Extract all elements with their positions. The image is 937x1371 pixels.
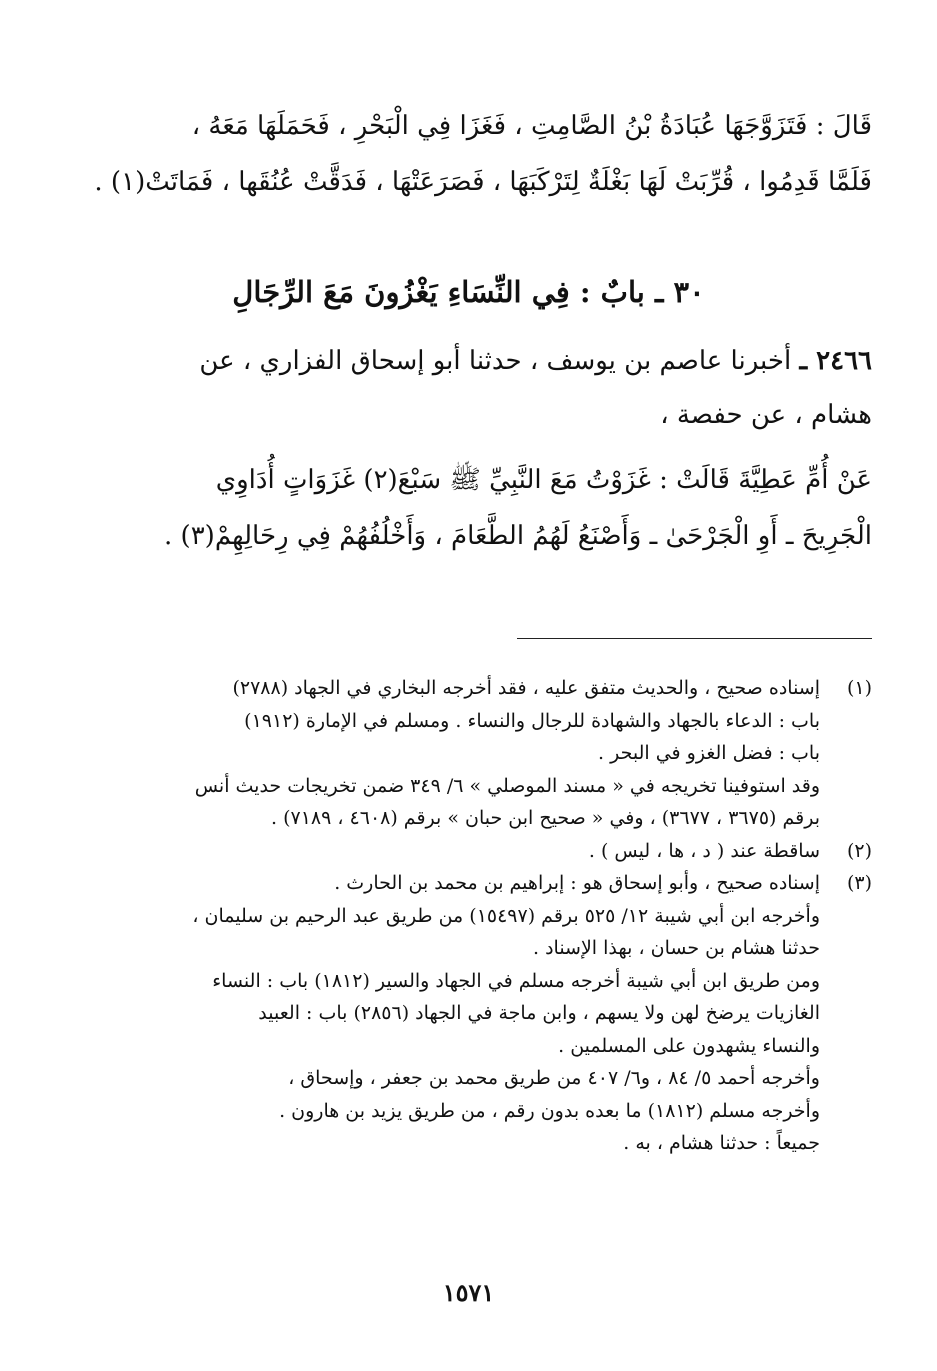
footnote-number: (٣) <box>846 872 872 894</box>
hadith-isnad <box>62 334 872 442</box>
footnote-line: وأخرجه ابن أبي شيبة ١٢/ ٥٢٥ برقم (١٥٤٩٧) من طريق عبد الرحيم بن سليمان ، <box>192 904 820 927</box>
matn-line-1: عَنْ أُمِّ عَطِيَّةَ قَالَتْ : غَزَوْتُ مَعَ النَّبِيِّ ﷺ سَبْعَ(٢) غَزَوَاتٍ أُدَاوِي <box>215 465 872 495</box>
footnotes <box>62 672 872 1160</box>
page-number: ١٥٧١ <box>442 1278 495 1307</box>
footnote-line: برقم (٣٦٧٥ ، ٣٦٧٧) ، وفي « صحيح ابن حبان » برقم (٤٦٠٨ ، ٧١٨٩) . <box>270 807 820 829</box>
footnote-line: حدثنا هشام بن حسان ، بهذا الإسناد . <box>532 937 820 959</box>
footnote-line: وأخرجه مسلم (١٨١٢) ما بعده بدون رقم ، من طريق يزيد بن هارون . <box>279 1099 820 1122</box>
footnote-line: إسناده صحيح ، وأبو إسحاق هو : إبراهيم بن محمد بن الحارث . <box>334 872 820 894</box>
isnad-line-1 <box>62 334 872 388</box>
footnote-line: ساقطة عند ( د ، ها ، ليس ) . <box>588 839 820 862</box>
top-paragraph-line-2: فَلَمَّا قَدِمُوا ، قُرِّبَتْ لَهَا بَغْلَةٌ لِتَرْكَبَهَا ، فَصَرَعَتْهَا ، فَدَقَّتْ عُنُقَها ، فَمَاتَتْ(١) . <box>94 167 872 197</box>
footnote-2 <box>62 835 872 868</box>
matn-line-2: الْجَرِيحَ ـ أَوِ الْجَرْحَىٰ ـ وَأَصْنَعُ لَهُمُ الطَّعَامَ ، وَأَخْلُفُهُمْ فِي رِحَالِهِمْ(٣) . <box>164 521 872 551</box>
chapter-heading: ٣٠ ـ بابٌ : فِي النِّسَاءِ يَغْزُونَ مَعَ الرِّجَالِ <box>232 275 705 309</box>
footnote-3 <box>62 867 872 1160</box>
footnote-line: وأخرجه أحمد ٥/ ٨٤ ، و٦/ ٤٠٧ من طريق محمد بن جعفر ، وإسحاق ، <box>288 1067 820 1089</box>
footnote-line: وقد استوفينا تخريجه في « مسند الموصلي » ٦/ ٣٤٩ ضمن تخريجات حديث أنس <box>194 774 820 797</box>
footnote-line: ومن طريق ابن أبي شيبة أخرجه مسلم في الجهاد والسير (١٨١٢) باب : النساء <box>212 969 820 992</box>
hadith-number: ٢٤٦٦ ـ <box>799 346 872 376</box>
footnote-number: (٢) <box>846 839 872 862</box>
footnote-line: جميعاً : حدثنا هشام ، به . <box>623 1132 820 1154</box>
footnote-line: الغازيات يرضخ لهن ولا يسهم ، وابن ماجة في الجهاد (٢٨٥٦) باب : العبيد <box>258 1002 820 1024</box>
footnote-line: باب : الدعاء بالجهاد والشهادة للرجال والنساء . ومسلم في الإمارة (١٩١٢) <box>244 709 820 732</box>
isnad-line-2: هشام ، عن حفصة ، <box>660 400 872 430</box>
footnote-1 <box>62 672 872 835</box>
footnote-line: إسناده صحيح ، والحديث متفق عليه ، فقد أخرجه البخاري في الجهاد (٢٧٨٨) <box>232 677 820 699</box>
top-paragraph-line-1: قَالَ : فَتَزَوَّجَهَا عُبَادَةُ بْنُ الصَّامِتِ ، فَغَزَا فِي الْبَحْرِ ، فَحَمَلَهَا مَعَهُ ، <box>191 111 872 141</box>
footnote-separator <box>517 638 872 639</box>
footnote-number: (١) <box>846 677 872 699</box>
isnad-text-1: أخبرنا عاصم بن يوسف ، حدثنا أبو إسحاق الفزاري ، عن <box>199 346 792 376</box>
footnote-line: باب : فضل الغزو في البحر . <box>598 742 820 764</box>
footnote-line: والنساء يشهدون على المسلمين . <box>558 1034 820 1057</box>
hadith-matn <box>62 452 872 564</box>
top-paragraph <box>62 98 872 210</box>
